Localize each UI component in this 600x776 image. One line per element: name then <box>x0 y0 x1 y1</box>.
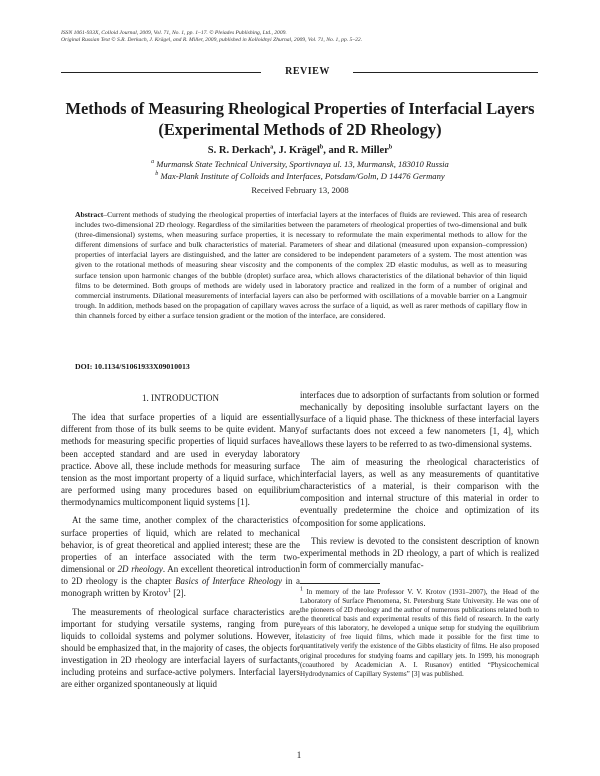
author-list <box>40 145 560 156</box>
author-separator: , and <box>323 145 349 156</box>
page-number: 1 <box>296 750 302 760</box>
section-heading-introduction: 1. INTRODUCTION <box>142 393 219 403</box>
affiliation-b <box>40 171 560 182</box>
journal-citation-line: ISSN 1061-933X, Colloid Journal, 2009, Vol. 71, No. 1, pp. 1–17. © Pleiades Publishing, Ltd., 2009. <box>61 30 287 36</box>
paragraph: The idea that surface properties of a liquid are essentially different from those of its bulk seems to be quite evident. Many methods for measuring specific properties of liquid surfaces have been accepted standard and are used in everyday laboratory practice. Above all, these include methods for measuring surface tension as the most important property of a liquid surface, which are performed using many procedures based on equilibrium thermodynamics multicomponent liquid systems [1]. <box>61 412 300 508</box>
author-name: S. R. Derkach <box>207 145 271 156</box>
affiliation-a <box>40 159 560 170</box>
right-column <box>300 389 539 679</box>
affiliation-mark: b <box>388 144 393 151</box>
footnote-mark: 1 <box>300 586 303 593</box>
footnote <box>300 588 539 678</box>
paper-title: Methods of Measuring Rheological Properties of Interfacial Layers (Experimental Methods of 2D Rheology) <box>65 99 535 139</box>
paragraph: At the same time, another complex of the characteristics of surface properties of liquid, which are related to mechanical behavior, is of great theoretical and applied interest; these are the properties of an interface associated with the term two-dimensional or 2D rheology. An excellent theoretical introduction to 2D rheology is the chapter Basics of Interface Rheology in a monograph written by Krotov$^1$ [2]. <box>61 515 301 599</box>
footnote-text: In memory of the late Professor V. V. Krotov (1931–2007), the Head of the Laboratory of Surface Phenomena, St. Petersburg State University. He was one of the pioneers of 2D rheology and the author of numerous publications related both to the theoretical basis and experimental results of this field of research. In the early years of this laboratory, he developed a unique setup for studying the equilibrium elasticity of free liquid films, which made it possible for the first time to quantitatively verify the existence of the Gibbs elasticity of films. He also proposed original procedures for studying foams and capillary jets. In 1999, his monograph (coauthored by Academician A. I. Rusanov) entitled “Physicochemical Hydrodynamics of Capillary Systems” [3] was published. <box>300 588 539 678</box>
left-column <box>61 392 300 691</box>
affiliation-mark: a <box>151 159 155 166</box>
affiliation-mark: b <box>155 171 159 178</box>
emphasis-term: 2D rheology <box>117 564 163 575</box>
footnote-rule <box>300 583 380 584</box>
header-rule-right <box>353 72 538 73</box>
abstract <box>75 210 527 321</box>
emphasis-chapter-title: Basics of Interface Rheology <box>175 576 282 587</box>
paragraph: This review is devoted to the consistent description of known experimental methods in 2D rheology, a part of which is realized in form of commercially manufac- <box>300 535 539 571</box>
author-name: J. Krägel <box>278 145 320 156</box>
paragraph: interfaces due to adsorption of surfactants from solution or formed mechanically by depositing insoluble surfactant layers on the surface of a liquid phase. The thickness of these interfacial layers of surfactants does not exceed a few nanometers [1, 4], which allows these layers to be referred to as two-dimensional systems. <box>300 390 539 449</box>
section-type-label: REVIEW <box>285 66 330 77</box>
received-date: Received February 13, 2008 <box>251 185 349 195</box>
journal-header <box>61 30 531 44</box>
author-separator: , <box>273 145 279 156</box>
abstract-text: –Current methods of studying the rheological properties of interfacial layers at the interfaces of fluids are reviewed. This area of research includes two-dimensional 2D rheology. Regardless of the similarities between the parameters of rheological properties of two-dimensional and bulk (three-dimensional) systems, when measuring surface properties, it is necessary to reformulate the main experimental methods to allow for the different dimensions of surface and bulk characteristics of material. Parameters of shear and dilational (measured upon expansion–compression) properties of interfacial layers are distinguished, and the latter are considered to be independent parameters of a system. The most attention was given to the rotational methods of measuring shear viscosity and the components of the complex 2D elastic modulus, as well as to measuring surface tension upon harmonic changes of the bubble (droplet) surface area, which allows characteristics of the dilational behavior of thin liquid films to be determined. Both groups of methods are widely used in laboratory practice and realized in the form of a number of original and commercial instruments. Dilational measurements of interfacial layers can also be performed with oscillations of a movable barrier on a Langmuir trough. In addition, methods based on the propagation of capillary waves across the surface of a liquid, as well as rarer methods of capillary flow in thin channels forced by either a surface tension gradient or the motion of the interface, are considered. <box>75 210 527 320</box>
affiliation-text: Max-Plank Institute of Colloids and Interfaces, Potsdam/Golm, D 14476 Germany <box>160 171 445 181</box>
paragraph: The aim of measuring the rheological characteristics of interfacial layers, as well as any measurements of quantitative characteristics of a material, is their comparison with the composition and internal structure of this material in order to eventually predetermine the choice and optimization of its composition for some applications. <box>300 456 539 528</box>
affiliation-mark: b <box>319 144 324 151</box>
author-name: R. Miller <box>348 145 389 156</box>
affiliation-mark: a <box>270 144 274 151</box>
footnote-mark[interactable]: 1 <box>167 588 171 595</box>
header-rule-left <box>61 72 261 73</box>
affiliation-text: Murmansk State Technical University, Sportivnaya ul. 13, Murmansk, 183010 Russia <box>156 159 449 169</box>
original-text-line: Original Russian Text © S.R. Derkach, J. Krägel, and R. Miller, 2009, published in Kolloidnyi Zhurnal, 2009, Vol. 71, No. 1, pp. 5–22. <box>61 37 363 43</box>
abstract-label: Abstract <box>75 210 104 219</box>
paragraph: The measurements of rheological surface characteristics are important for studying versatile systems, ranging from pure liquids to colloidal systems and polymer solutions. However, it should be emphasized that, in the majority of cases, the objects for investigation in 2D rheology are interfacial layers of surfactants, including proteins and surface-active polymers. Interfacial layers are either organized spontaneously at liquid <box>61 606 300 690</box>
doi-link[interactable]: DOI: 10.1134/S1061933X09010013 <box>75 362 190 371</box>
